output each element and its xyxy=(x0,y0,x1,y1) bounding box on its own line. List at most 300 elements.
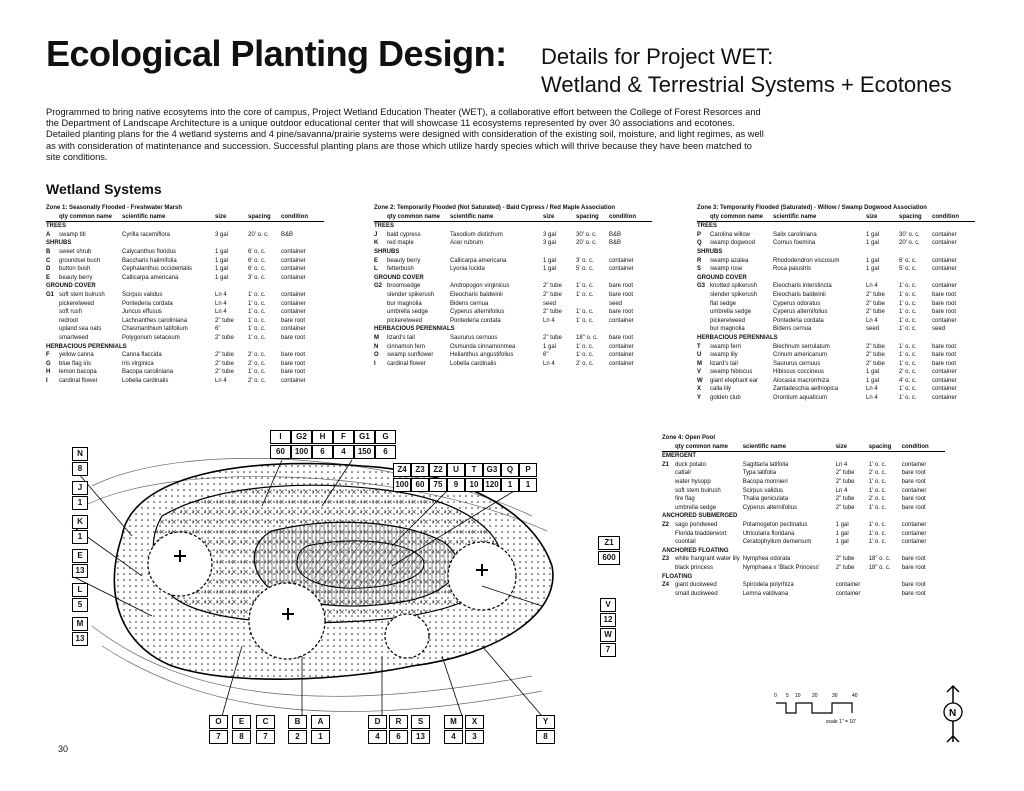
table-cell: 2" tube xyxy=(543,334,562,341)
table-cell: container xyxy=(932,317,957,324)
table-cell: Z1 xyxy=(662,461,670,468)
table-cell: 3 gal xyxy=(543,231,557,238)
table-cell: swamp fern xyxy=(710,343,742,350)
table-cell: slender spikerush xyxy=(710,291,758,298)
table-cell: container xyxy=(901,530,927,537)
table-cell: soft stem bulrush xyxy=(675,487,721,494)
plan-key-label: 8 xyxy=(72,462,88,476)
group-heading: ANCHORED SUBMERGED xyxy=(662,513,738,520)
table-cell xyxy=(374,300,387,309)
table-cell: Calycanthus floridus xyxy=(122,248,177,255)
table-cell: 1 gal xyxy=(543,266,557,273)
group-heading: GROUND COVER xyxy=(374,274,424,281)
plan-key-label: X xyxy=(465,715,484,729)
table-cell: A xyxy=(46,231,51,238)
column-header: scientific name xyxy=(122,213,215,222)
table-cell: 2" tube xyxy=(866,352,885,359)
table-cell: B&B xyxy=(281,231,294,238)
plan-key-label: 1 xyxy=(72,530,88,544)
column-header: qty common name xyxy=(710,213,773,222)
table-row xyxy=(697,385,975,394)
table-cell: 1 gal xyxy=(543,343,557,350)
table-cell: Iris virginica xyxy=(122,360,154,367)
table-cell: V xyxy=(697,369,702,376)
table-cell: 30' o. c. xyxy=(576,231,597,238)
table-cell: 1 gal xyxy=(215,248,229,255)
scale-tick-10: 10 xyxy=(795,693,801,699)
table-cell: 1 gal xyxy=(215,274,229,281)
zone-plant-table xyxy=(46,213,324,386)
table-row xyxy=(46,368,324,377)
table-cell: golden club xyxy=(710,395,741,402)
table-cell: 2" tube xyxy=(215,352,234,359)
zone-plant-table xyxy=(697,213,975,403)
table-cell: slender spikerush xyxy=(387,291,435,298)
group-heading: GROUND COVER xyxy=(46,283,96,290)
table-cell: water hysopp xyxy=(675,478,711,485)
plan-key-label: 60 xyxy=(270,445,291,459)
column-header: spacing xyxy=(576,213,609,222)
table-cell: beauty berry xyxy=(59,274,93,281)
table-cell: coontail xyxy=(675,539,696,546)
zone-title: Zone 2: Temporarily Flooded (Not Saturated) - Bald Cypress / Red Maple Association xyxy=(374,205,616,211)
table-cell: pickerelweed xyxy=(59,300,95,307)
plan-key-label: G2 xyxy=(291,430,312,444)
table-row xyxy=(662,469,945,478)
table-cell: 1' o. c. xyxy=(576,352,594,359)
table-cell: 1' o. c. xyxy=(576,309,594,316)
column-header: size xyxy=(836,443,869,452)
table-cell: Spirodela polyrhiza xyxy=(742,582,794,589)
table-row xyxy=(374,291,652,300)
table-cell: Cornus foemina xyxy=(773,240,816,247)
table-row xyxy=(46,257,324,266)
table-cell: Saururus cernuus xyxy=(450,334,498,341)
table-cell: Cyperus alternifolius xyxy=(742,504,798,511)
group-heading: EMERGENT xyxy=(662,453,697,460)
table-row xyxy=(374,308,652,317)
table-cell: 1' o. c. xyxy=(248,291,266,298)
table-cell: Ln 4 xyxy=(215,291,227,298)
table-cell: bur magnolia xyxy=(710,326,745,333)
table-cell: 2' o. c. xyxy=(248,377,266,384)
plan-key-label: 1 xyxy=(501,478,519,492)
table-cell: container xyxy=(609,257,634,264)
table-row xyxy=(374,265,652,274)
table-row xyxy=(697,351,975,360)
plan-key-label: 7 xyxy=(209,730,228,744)
table-cell: 2" tube xyxy=(866,360,885,367)
table-cell: 1' o. c. xyxy=(248,309,266,316)
plan-key-label: 6 xyxy=(389,730,408,744)
table-cell: Bacopa caroliniana xyxy=(122,369,174,376)
table-cell: 20' o. c. xyxy=(576,240,597,247)
zone-1-table xyxy=(46,204,324,385)
table-cell: 1' o. c. xyxy=(248,317,266,324)
table-cell: 1 gal xyxy=(835,521,849,528)
table-cell: 3' o. c. xyxy=(248,274,266,281)
table-cell xyxy=(662,590,675,599)
table-cell: 4' o. c. xyxy=(899,377,917,384)
table-cell: container xyxy=(932,377,957,384)
table-cell: G3 xyxy=(697,283,706,290)
table-cell: Rosa palustris xyxy=(773,266,812,273)
table-cell: Lachnanthes caroliniana xyxy=(122,317,188,324)
table-cell: sweet shrub xyxy=(59,248,92,255)
table-cell xyxy=(662,487,675,496)
table-cell: container xyxy=(932,257,957,264)
table-cell: Ln 4 xyxy=(866,395,878,402)
table-cell: B&B xyxy=(609,231,622,238)
table-row xyxy=(662,521,945,530)
table-cell: bare root xyxy=(281,352,306,359)
table-cell: black princess xyxy=(675,564,714,571)
table-cell: button bush xyxy=(59,266,91,273)
table-row xyxy=(46,300,324,309)
plan-key-label: U xyxy=(447,463,465,477)
table-cell: swamp lily xyxy=(710,352,738,359)
table-cell: Florida bladderwort xyxy=(675,530,727,537)
group-heading: SHRUBS xyxy=(374,248,400,255)
table-cell xyxy=(662,538,675,547)
table-cell: white frangrant water lily xyxy=(675,556,740,563)
table-cell: 2" tube xyxy=(215,334,234,341)
table-cell: container xyxy=(281,266,306,273)
table-cell: Eleocharis baldwinii xyxy=(773,291,826,298)
table-cell: container xyxy=(835,582,861,589)
section-heading: Wetland Systems xyxy=(46,181,162,197)
table-cell: swamp dogwood xyxy=(710,240,756,247)
plan-key-label: M xyxy=(72,617,88,631)
table-cell: Q xyxy=(697,240,702,247)
table-cell: Ceratophyllum demersum xyxy=(742,539,812,546)
scale-tick-40: 40 xyxy=(852,693,858,699)
table-cell: 1' o. c. xyxy=(576,343,594,350)
table-cell: 6' o. c. xyxy=(248,248,266,255)
north-label: N xyxy=(949,708,957,719)
table-cell: 2' o. c. xyxy=(899,369,917,376)
table-cell: bare root xyxy=(932,343,957,350)
table-cell: swamp azalea xyxy=(710,257,749,264)
table-cell: Ln 4 xyxy=(866,317,878,324)
table-cell: knotted spikerush xyxy=(710,283,758,290)
table-row xyxy=(697,394,975,403)
table-cell: swamp rose xyxy=(710,266,743,273)
table-row xyxy=(374,257,652,266)
table-cell: Eleocharis interstincta xyxy=(773,283,832,290)
intro-paragraph: Programmed to bring native ecosytems into the core of campus, Project Wetland Education Theater (WET), a collaborative effort between the College of Forest Resorces and the Department of Landscape Architecture is a unique outdoor educational center that will showcase 11 ecosystems represented by over 30 associations and ecotones. Detailed planting plans for the 4 wetland systems and 4 pine/savanna/prairie systems were designed with consideration of the existing soil, moisture, and light regimes, as well as with consideration of matintenance and succession. Successful planting plans are those which utilize hardy species which will thrive because they have been matched to site conditions. xyxy=(46,107,764,162)
table-cell: container xyxy=(901,521,927,528)
table-cell: H xyxy=(46,369,51,376)
table-row xyxy=(374,282,652,291)
plan-key-label: 75 xyxy=(429,478,447,492)
table-cell: N xyxy=(374,343,379,350)
table-cell: Typa latifolia xyxy=(742,470,777,477)
table-cell: Lyonia lucida xyxy=(450,266,485,273)
table-cell: container xyxy=(281,257,306,264)
table-cell: 2" tube xyxy=(215,360,234,367)
plan-key-label: 6 xyxy=(312,445,333,459)
column-header: condition xyxy=(609,213,652,222)
table-cell: 2" tube xyxy=(543,309,562,316)
table-cell xyxy=(662,564,675,573)
table-row xyxy=(697,343,975,352)
table-cell: giant duckweed xyxy=(675,582,717,589)
table-cell: Lobelia cardinalis xyxy=(122,377,169,384)
table-cell: Cyperus alternifolius xyxy=(450,309,505,316)
table-cell: Utricularia floridana xyxy=(742,530,795,537)
table-row xyxy=(662,504,945,513)
column-header: qty common name xyxy=(59,213,122,222)
table-cell: cardinal flower xyxy=(59,377,98,384)
table-cell: I xyxy=(46,377,48,384)
table-cell: Rhododendron viscosum xyxy=(773,257,840,264)
plan-key-label: O xyxy=(209,715,228,729)
table-cell: Saururus cernuus xyxy=(773,360,821,367)
plan-key-label: F xyxy=(333,430,354,444)
table-cell: container xyxy=(281,248,306,255)
table-cell: 2' o. c. xyxy=(868,470,887,477)
table-cell: 1' o. c. xyxy=(899,386,917,393)
table-cell: 1' o. c. xyxy=(899,317,917,324)
table-cell: flat sedge xyxy=(710,300,737,307)
table-cell: bare root xyxy=(932,309,957,316)
table-cell: M xyxy=(697,360,702,367)
table-cell: 1' o. c. xyxy=(576,317,594,324)
table-cell: L xyxy=(374,266,378,273)
table-cell: umbrella sedge xyxy=(675,504,717,511)
table-cell xyxy=(869,581,902,590)
table-cell xyxy=(697,300,710,309)
plan-key-label: 1 xyxy=(311,730,330,744)
table-cell: Callicarpa americana xyxy=(122,274,179,281)
zone-plant-table xyxy=(662,443,945,599)
table-cell: beauty berry xyxy=(387,257,421,264)
zone-title: Zone 1: Seasonally Flooded - Freshwater Marsh xyxy=(46,205,183,211)
table-cell: 1' o. c. xyxy=(868,487,887,494)
table-cell: 1 gal xyxy=(543,257,557,264)
table-cell: Hibiscus coccineus xyxy=(773,369,825,376)
plan-key-label: 8 xyxy=(536,730,555,744)
table-cell: 1 gal xyxy=(866,377,880,384)
plan-key-label: J xyxy=(72,481,88,495)
plan-key-label: Y xyxy=(536,715,555,729)
table-cell xyxy=(46,308,59,317)
table-row xyxy=(374,351,652,360)
group-heading: HERBACIOUS PERENNIALS xyxy=(46,343,127,350)
column-header: size xyxy=(215,213,248,222)
table-cell: 1' o. c. xyxy=(899,300,917,307)
table-row xyxy=(46,317,324,326)
table-row xyxy=(697,300,975,309)
table-cell: 1' o. c. xyxy=(868,504,887,511)
table-cell xyxy=(46,317,59,326)
table-cell xyxy=(374,291,387,300)
table-cell: 2" tube xyxy=(835,478,855,485)
scale-bar xyxy=(772,689,882,734)
table-cell: Andropogon virginicus xyxy=(450,283,510,290)
table-cell xyxy=(662,478,675,487)
plan-key-label: 1 xyxy=(519,478,537,492)
scale-tick-20: 20 xyxy=(812,693,818,699)
table-cell: bare root xyxy=(932,352,957,359)
table-cell xyxy=(697,291,710,300)
table-cell xyxy=(662,530,675,539)
table-cell: 2" tube xyxy=(215,317,234,324)
table-cell: Cyperus alternifolius xyxy=(773,309,828,316)
column-header: condition xyxy=(281,213,324,222)
table-cell: 1' o. c. xyxy=(248,369,266,376)
table-cell: S xyxy=(697,266,702,273)
table-cell: container xyxy=(932,231,957,238)
table-cell: cinnamon fern xyxy=(387,343,426,350)
table-cell: bare root xyxy=(609,291,634,298)
table-cell: 2' o. c. xyxy=(576,360,594,367)
table-cell: 1' o. c. xyxy=(899,395,917,402)
table-cell xyxy=(869,590,902,599)
table-cell: 18" o. c. xyxy=(576,334,598,341)
table-cell: Callicarpa americana xyxy=(450,257,507,264)
table-cell: bare root xyxy=(609,283,634,290)
table-cell: Y xyxy=(697,395,702,402)
table-cell: Ln 4 xyxy=(215,300,227,307)
group-heading: TREES xyxy=(46,223,67,230)
zone-2-table xyxy=(374,204,652,368)
table-cell xyxy=(662,469,675,478)
table-row xyxy=(697,360,975,369)
plan-key-label: 120 xyxy=(483,478,501,492)
table-cell: pickerelweed xyxy=(387,317,423,324)
table-cell: 1 gal xyxy=(215,266,229,273)
table-row xyxy=(697,317,975,326)
table-cell: 2" tube xyxy=(866,291,885,298)
table-row xyxy=(697,377,975,386)
group-heading: FLOATING xyxy=(662,573,693,580)
plan-key-label: 100 xyxy=(393,478,411,492)
table-cell: 2" tube xyxy=(866,343,885,350)
table-cell: seed xyxy=(609,300,623,307)
table-row xyxy=(46,274,324,283)
table-cell: Pontederia cordata xyxy=(773,317,824,324)
table-cell: Thalia geniculata xyxy=(742,496,789,503)
column-header: spacing xyxy=(899,213,932,222)
table-cell: container xyxy=(281,300,306,307)
table-cell xyxy=(697,317,710,326)
table-cell: container xyxy=(932,240,957,247)
table-row xyxy=(697,308,975,317)
plan-key-label: L xyxy=(72,583,88,597)
table-cell: 6' o. c. xyxy=(248,257,266,264)
plan-key-label: A xyxy=(311,715,330,729)
table-cell: 1' o. c. xyxy=(248,326,266,333)
column-header: spacing xyxy=(869,443,902,452)
table-cell: Scirpus validus xyxy=(742,487,784,494)
table-cell: 1 gal xyxy=(866,240,880,247)
table-cell xyxy=(46,300,59,309)
table-cell: bur magnolia xyxy=(387,300,422,307)
table-row xyxy=(662,590,945,599)
table-cell: bald cypress xyxy=(387,231,421,238)
table-cell: 1 gal xyxy=(866,257,880,264)
plan-key-label: 2 xyxy=(288,730,307,744)
plan-key-label: 4 xyxy=(368,730,387,744)
plan-key-label: E xyxy=(72,549,88,563)
table-cell: small duckweed xyxy=(675,590,718,597)
column-header: condition xyxy=(932,213,975,222)
table-row xyxy=(697,257,975,266)
table-cell: Ln 4 xyxy=(866,386,878,393)
table-row xyxy=(662,495,945,504)
plan-key-label: 7 xyxy=(256,730,275,744)
table-cell: 30' o. c. xyxy=(899,231,920,238)
table-cell: 2' o. c. xyxy=(868,496,887,503)
table-cell: container xyxy=(901,461,927,468)
table-cell: bare root xyxy=(932,360,957,367)
table-cell: 6" xyxy=(543,352,549,359)
column-header: qty common name xyxy=(387,213,450,222)
table-cell: cattail xyxy=(675,470,691,477)
table-cell: Nymphea odorata xyxy=(742,556,791,563)
table-cell: I xyxy=(374,360,376,367)
plan-key-label: 150 xyxy=(354,445,375,459)
table-row xyxy=(46,231,324,240)
table-cell: Cephalanthus occidentalis xyxy=(122,266,193,273)
table-cell: umbrella sedge xyxy=(710,309,752,316)
table-row xyxy=(697,239,975,248)
table-cell: container xyxy=(932,395,957,402)
table-cell: Osmunda cinnamonmea xyxy=(450,343,516,350)
plan-key-label: 100 xyxy=(291,445,312,459)
table-cell: seed xyxy=(866,326,880,333)
table-cell: 1' o. c. xyxy=(899,326,917,333)
table-cell: 2" tube xyxy=(543,291,562,298)
table-cell: 1' o. c. xyxy=(576,291,594,298)
table-cell: calla lily xyxy=(710,386,732,393)
table-cell: Z4 xyxy=(662,582,670,589)
page-subtitle-2: Wetland & Terrestrial Systems + Ecotones xyxy=(541,72,952,97)
table-cell: Zantadeschia aethiopica xyxy=(773,386,839,393)
plan-key-label: E xyxy=(232,715,251,729)
table-row xyxy=(662,487,945,496)
table-cell: bare root xyxy=(281,334,306,341)
table-cell: blue flag iris xyxy=(59,360,92,367)
table-cell: Cyperus odoratus xyxy=(773,300,821,307)
table-cell: 3 gal xyxy=(215,231,229,238)
table-cell: Helianthus angustifolius xyxy=(450,352,514,359)
table-cell xyxy=(374,317,387,326)
plan-key-label: 5 xyxy=(72,598,88,612)
table-cell: bare root xyxy=(901,496,926,503)
table-cell: Bidens cernua xyxy=(450,300,489,307)
table-cell: lizard's tail xyxy=(710,360,738,367)
plan-key-label: Z2 xyxy=(429,463,447,477)
plan-key-label: D xyxy=(368,715,387,729)
table-cell: 2' o. c. xyxy=(248,360,266,367)
table-row xyxy=(46,325,324,334)
table-row xyxy=(662,461,945,470)
table-cell: container xyxy=(932,283,957,290)
table-cell: 5' o. c. xyxy=(899,266,917,273)
column-header: condition xyxy=(902,443,945,452)
table-cell: Pontederia cordata xyxy=(450,317,501,324)
table-cell: bare root xyxy=(901,564,926,571)
plan-key-label: 10 xyxy=(465,478,483,492)
plan-key-label: Q xyxy=(501,463,519,477)
table-row xyxy=(697,265,975,274)
scale-tick-0: 0 xyxy=(774,693,777,699)
table-cell: 1' o. c. xyxy=(868,539,887,546)
table-cell: bare root xyxy=(901,470,926,477)
